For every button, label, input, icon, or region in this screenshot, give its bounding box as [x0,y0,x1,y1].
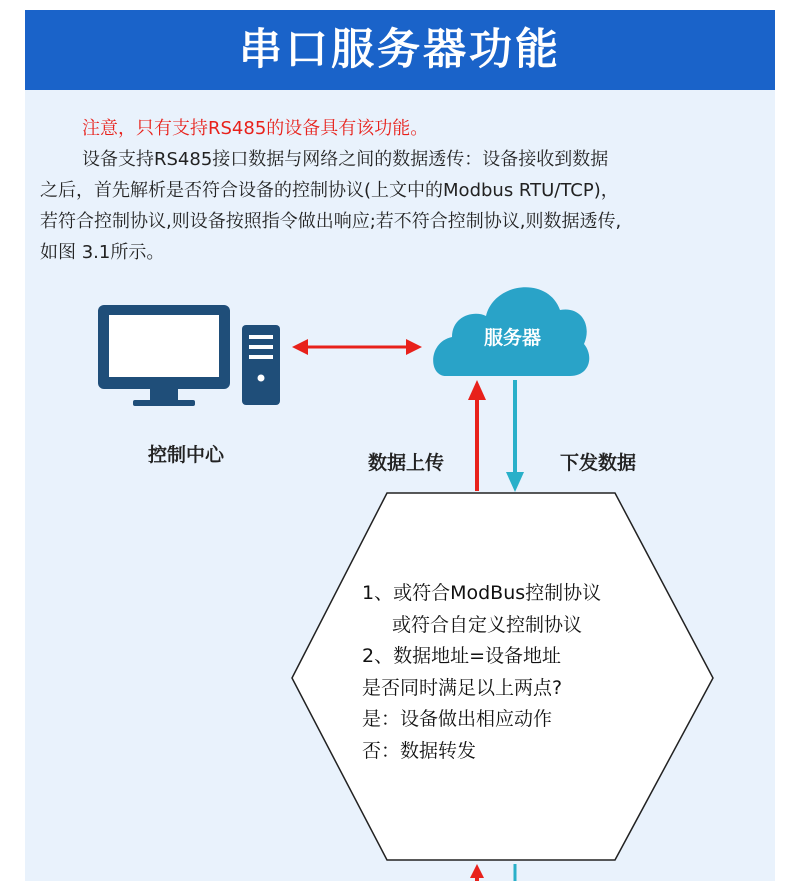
intro-line: 如图 3.1所示。 [40,242,165,263]
bottom-arrows [470,864,515,881]
decision-line: 否：数据转发 [362,739,477,762]
intro-line: 若符合控制协议,则设备按照指令做出响应;若不符合控制协议,则数据透传, [40,211,622,232]
bidirectional-arrow [292,339,422,355]
intro-line: 设备支持RS485接口数据与网络之间的数据透传：设备接收到数据 [82,149,609,170]
decision-line: 1、或符合ModBus控制协议 [362,582,602,604]
decision-line: 2、数据地址=设备地址 [362,645,562,667]
upload-arrow [468,380,486,491]
control-center-label: 控制中心 [148,444,225,466]
notice-text: 注意，只有支持RS485的设备具有该功能。 [82,118,429,139]
decision-line: 或符合自定义控制协议 [392,613,583,636]
upload-label: 数据上传 [368,452,445,474]
decision-line: 是：设备做出相应动作 [362,708,553,730]
decision-line: 是否同时满足以上两点? [362,676,563,699]
server-label: 服务器 [483,327,541,349]
decision-text [362,578,601,767]
page-title: 串口服务器功能 [25,10,775,90]
download-label: 下发数据 [560,452,637,474]
intro-line: 之后，首先解析是否符合设备的控制协议(上文中的Modbus RTU/TCP)， [40,180,619,201]
computer-icon [98,305,280,406]
download-arrow [506,380,524,492]
